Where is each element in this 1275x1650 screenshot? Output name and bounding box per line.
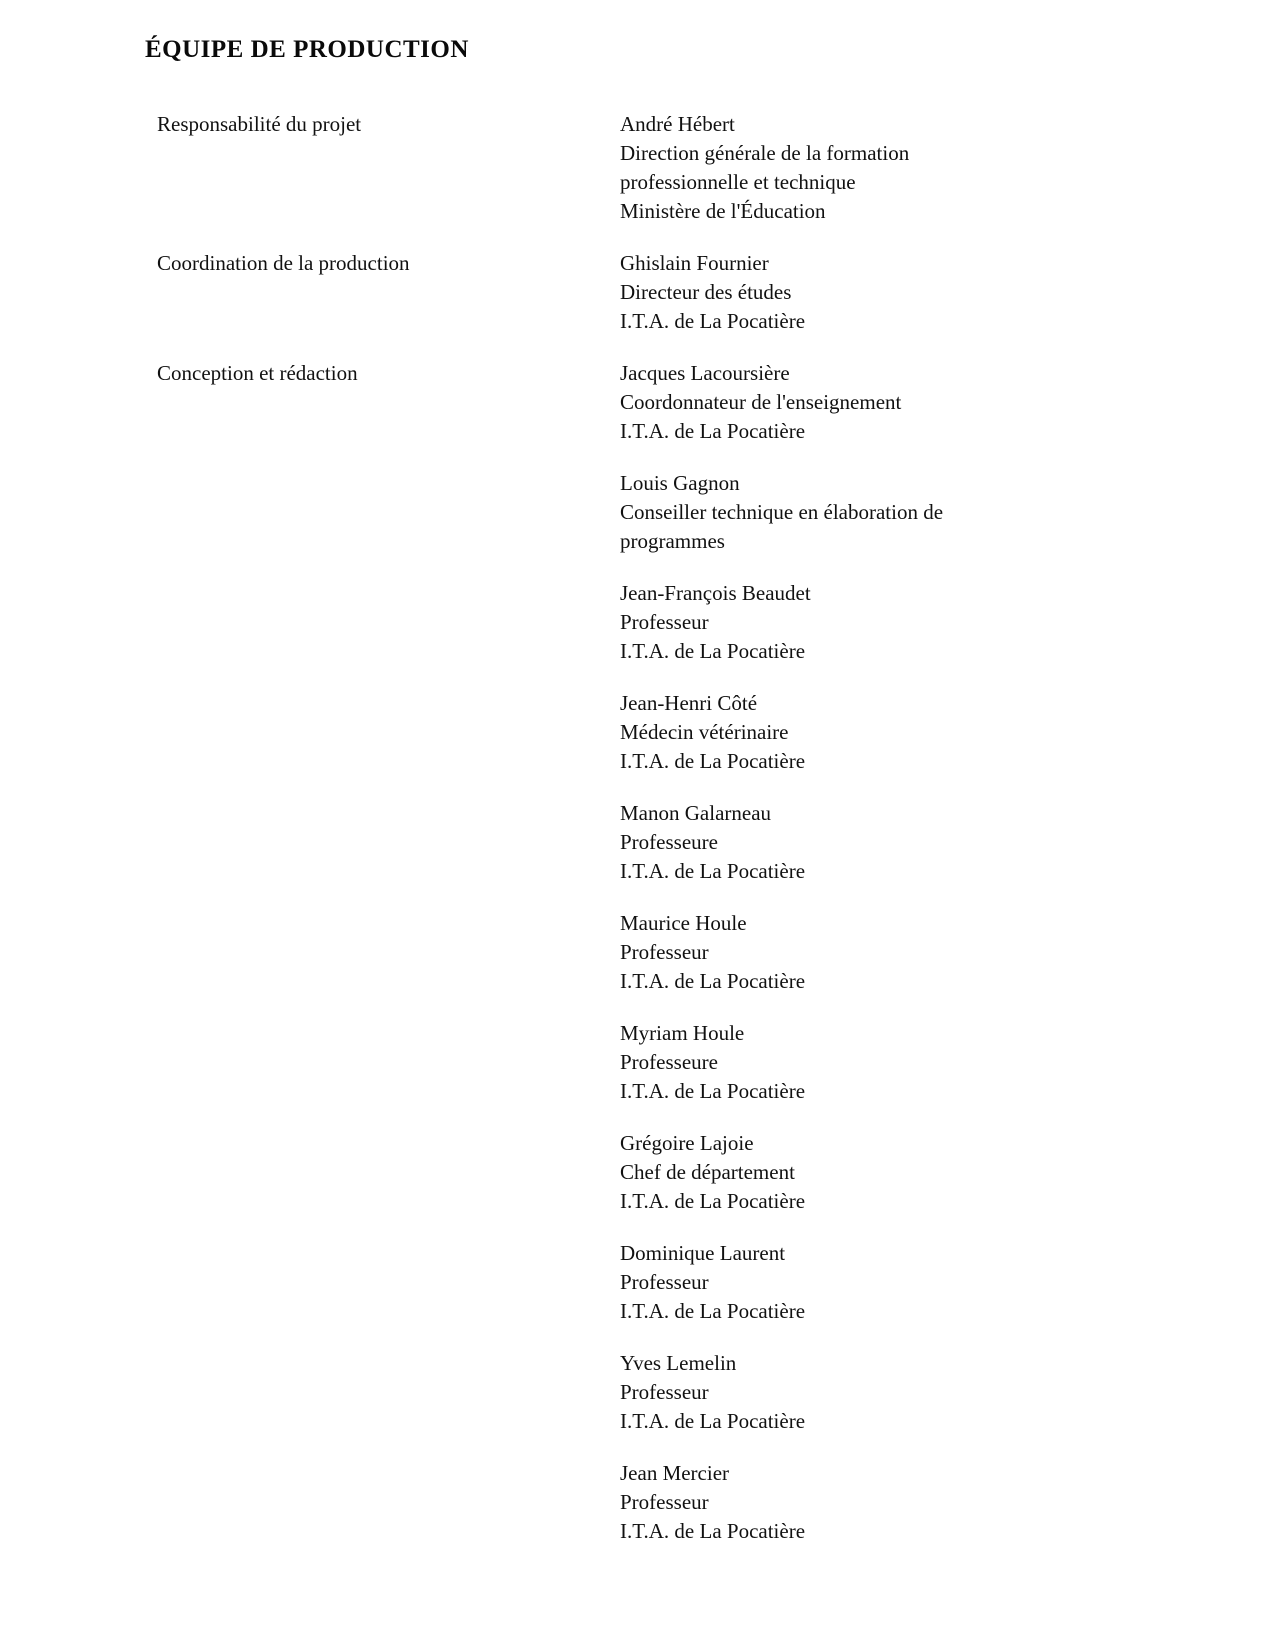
person-column xyxy=(620,110,1135,249)
person-name: Grégoire Lajoie xyxy=(620,1131,754,1155)
person-name: André Hébert xyxy=(620,112,735,136)
person-block xyxy=(620,249,1135,336)
person-detail: Professeure xyxy=(620,1050,718,1074)
person-block xyxy=(620,909,1135,996)
person-block xyxy=(620,1019,1135,1106)
person-detail: Directeur des études xyxy=(620,280,792,304)
person-name: Jean Mercier xyxy=(620,1461,730,1485)
person-block xyxy=(620,359,1135,446)
person-column xyxy=(620,359,1135,1546)
role-label: Conception et rédaction xyxy=(157,361,358,385)
person-name: Myriam Houle xyxy=(620,1021,745,1045)
production-team-list xyxy=(145,110,1135,1546)
person-detail: Chef de département xyxy=(620,1160,795,1184)
person-detail: Médecin vétérinaire xyxy=(620,720,789,744)
person-block xyxy=(620,1349,1135,1436)
person-detail: Professeur xyxy=(620,940,709,964)
person-block xyxy=(620,799,1135,886)
role-label-column xyxy=(145,110,620,139)
role-label-column xyxy=(145,249,620,278)
person-detail: Professeur xyxy=(620,610,709,634)
person-detail: I.T.A. de La Pocatière xyxy=(620,1409,806,1433)
person-name: Jean-François Beaudet xyxy=(620,581,811,605)
person-name: Yves Lemelin xyxy=(620,1351,737,1375)
person-detail: Coordonnateur de l'enseignement xyxy=(620,390,902,414)
person-detail: Direction générale de la formation xyxy=(620,141,910,165)
role-label-column xyxy=(145,359,620,388)
role-label: Responsabilité du projet xyxy=(157,112,362,136)
person-block xyxy=(620,1129,1135,1216)
person-block xyxy=(620,1239,1135,1326)
person-block xyxy=(620,469,1135,556)
person-block xyxy=(620,110,1135,226)
person-name: Jean-Henri Côté xyxy=(620,691,758,715)
person-detail: Professeur xyxy=(620,1490,709,1514)
person-name: Louis Gagnon xyxy=(620,471,740,495)
production-row xyxy=(145,110,1135,249)
person-detail: programmes xyxy=(620,529,725,553)
person-detail: Professeure xyxy=(620,830,718,854)
person-name: Ghislain Fournier xyxy=(620,251,769,275)
person-detail: I.T.A. de La Pocatière xyxy=(620,1189,806,1213)
page-content xyxy=(145,36,1135,1546)
person-name: Maurice Houle xyxy=(620,911,747,935)
person-detail: I.T.A. de La Pocatière xyxy=(620,419,806,443)
person-detail: Conseiller technique en élaboration de xyxy=(620,500,944,524)
person-detail: I.T.A. de La Pocatière xyxy=(620,859,806,883)
person-name: Manon Galarneau xyxy=(620,801,772,825)
page-title: ÉQUIPE DE PRODUCTION xyxy=(145,36,469,63)
person-detail: I.T.A. de La Pocatière xyxy=(620,1079,806,1103)
person-column xyxy=(620,249,1135,359)
person-block xyxy=(620,1459,1135,1546)
person-detail: Ministère de l'Éducation xyxy=(620,199,826,223)
person-detail: I.T.A. de La Pocatière xyxy=(620,1519,806,1543)
person-block xyxy=(620,689,1135,776)
person-block xyxy=(620,579,1135,666)
person-detail: I.T.A. de La Pocatière xyxy=(620,309,806,333)
person-detail: professionnelle et technique xyxy=(620,170,856,194)
person-detail: I.T.A. de La Pocatière xyxy=(620,639,806,663)
person-detail: I.T.A. de La Pocatière xyxy=(620,1299,806,1323)
person-name: Dominique Laurent xyxy=(620,1241,786,1265)
person-detail: I.T.A. de La Pocatière xyxy=(620,969,806,993)
role-label: Coordination de la production xyxy=(157,251,410,275)
person-detail: Professeur xyxy=(620,1380,709,1404)
production-row xyxy=(145,359,1135,1546)
production-row xyxy=(145,249,1135,359)
person-name: Jacques Lacoursière xyxy=(620,361,790,385)
person-detail: Professeur xyxy=(620,1270,709,1294)
person-detail: I.T.A. de La Pocatière xyxy=(620,749,806,773)
